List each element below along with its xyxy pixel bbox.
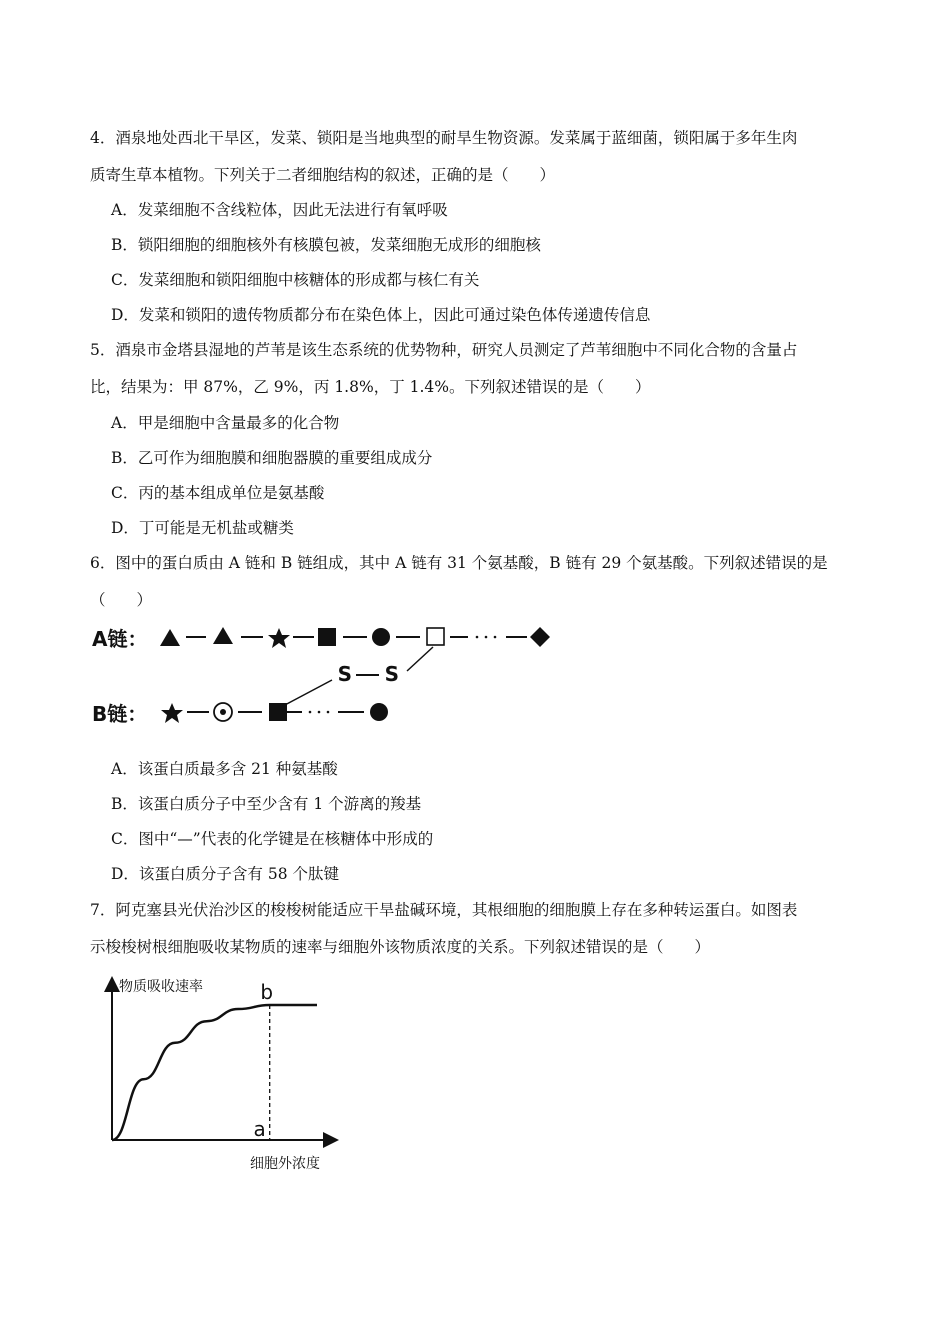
q5-stem-line2: 比，结果为：甲 87%，乙 9%，丙 1.8%，丁 1.4%。下列叙述错误的是（ ）	[90, 378, 651, 396]
ellipsis-dot	[309, 711, 312, 714]
sulfur-left: S	[337, 662, 352, 686]
q4-option-c[interactable]: C．发菜细胞和锁阳细胞中核糖体的形成都与核仁有关	[111, 271, 480, 289]
open-square-symbol	[427, 628, 444, 645]
disulfide-link	[407, 647, 433, 671]
filled-circle-symbol	[372, 628, 390, 646]
q5-option-d[interactable]: D．丁可能是无机盐或糖类	[111, 519, 294, 537]
q6-stem-line1: 6．图中的蛋白质由 A 链和 B 链组成，其中 A 链有 31 个氨基酸，B 链有 29 个氨基酸。下列叙述错误的是	[90, 554, 828, 572]
q4-option-a[interactable]: A．发菜细胞不含线粒体，因此无法进行有氧呼吸	[111, 201, 448, 219]
ellipsis-dot	[494, 636, 497, 639]
point-a-label: a	[253, 1117, 266, 1141]
diamond-symbol	[530, 627, 550, 647]
q7-stem-line2: 示梭梭树根细胞吸收某物质的速率与细胞外该物质浓度的关系。下列叙述错误的是（ ）	[90, 938, 711, 956]
q6-option-a[interactable]: A．该蛋白质最多含 21 种氨基酸	[111, 760, 338, 778]
q5-option-a[interactable]: A．甲是细胞中含量最多的化合物	[111, 414, 340, 432]
triangle-symbol	[160, 629, 180, 646]
ellipsis-dot	[485, 636, 488, 639]
chain-a-label: A链：	[92, 627, 148, 651]
filled-square-symbol	[318, 628, 336, 646]
ellipsis-dot	[318, 711, 321, 714]
q4-stem-line1: 4．酒泉地处西北干旱区，发菜、锁阳是当地典型的耐旱生物资源。发菜属于蓝细菌，锁阳属于多年生肉	[90, 129, 798, 147]
q6-option-c[interactable]: C．图中“—”代表的化学键是在核糖体中形成的	[111, 830, 434, 848]
protein-chain-figure	[88, 618, 558, 733]
q6-option-d[interactable]: D．该蛋白质分子含有 58 个肽键	[111, 865, 340, 883]
q5-option-b[interactable]: B．乙可作为细胞膜和细胞器膜的重要组成成分	[111, 449, 433, 467]
q4-stem-line2: 质寄生草本植物。下列关于二者细胞结构的叙述，正确的是（ ）	[90, 166, 556, 184]
ellipsis-dot	[476, 636, 479, 639]
y-axis-label: 物质吸收速率	[119, 979, 203, 995]
point-b-label: b	[260, 980, 274, 1004]
absorption-rate-chart	[95, 972, 355, 1177]
star-symbol	[268, 628, 290, 648]
absorption-curve	[112, 1005, 317, 1140]
star-symbol	[161, 703, 183, 723]
x-axis-label: 细胞外浓度	[250, 1156, 320, 1172]
disulfide-link	[283, 680, 332, 706]
triangle-symbol	[213, 627, 233, 644]
q4-option-b[interactable]: B．锁阳细胞的细胞核外有核膜包被，发菜细胞无成形的细胞核	[111, 236, 541, 254]
chain-b-label: B链：	[92, 702, 148, 726]
sulfur-right: S	[384, 662, 399, 686]
filled-circle-symbol	[370, 703, 388, 721]
q5-option-c[interactable]: C．丙的基本组成单位是氨基酸	[111, 484, 325, 502]
q5-stem-line1: 5．酒泉市金塔县湿地的芦苇是该生态系统的优势物种，研究人员测定了芦苇细胞中不同化合物的含量占	[90, 341, 798, 359]
q6-option-b[interactable]: B．该蛋白质分子中至少含有 1 个游离的羧基	[111, 795, 422, 813]
filled-square-symbol	[269, 703, 287, 721]
q7-stem-line1: 7．阿克塞县光伏治沙区的梭梭树能适应干旱盐碱环境，其根细胞的细胞膜上存在多种转运蛋白。如图表	[90, 901, 798, 919]
q6-stem-line2: （ ）	[90, 591, 153, 609]
ellipsis-dot	[327, 711, 330, 714]
q4-option-d[interactable]: D．发菜和锁阳的遗传物质都分布在染色体上，因此可通过染色体传递遗传信息	[111, 306, 651, 324]
